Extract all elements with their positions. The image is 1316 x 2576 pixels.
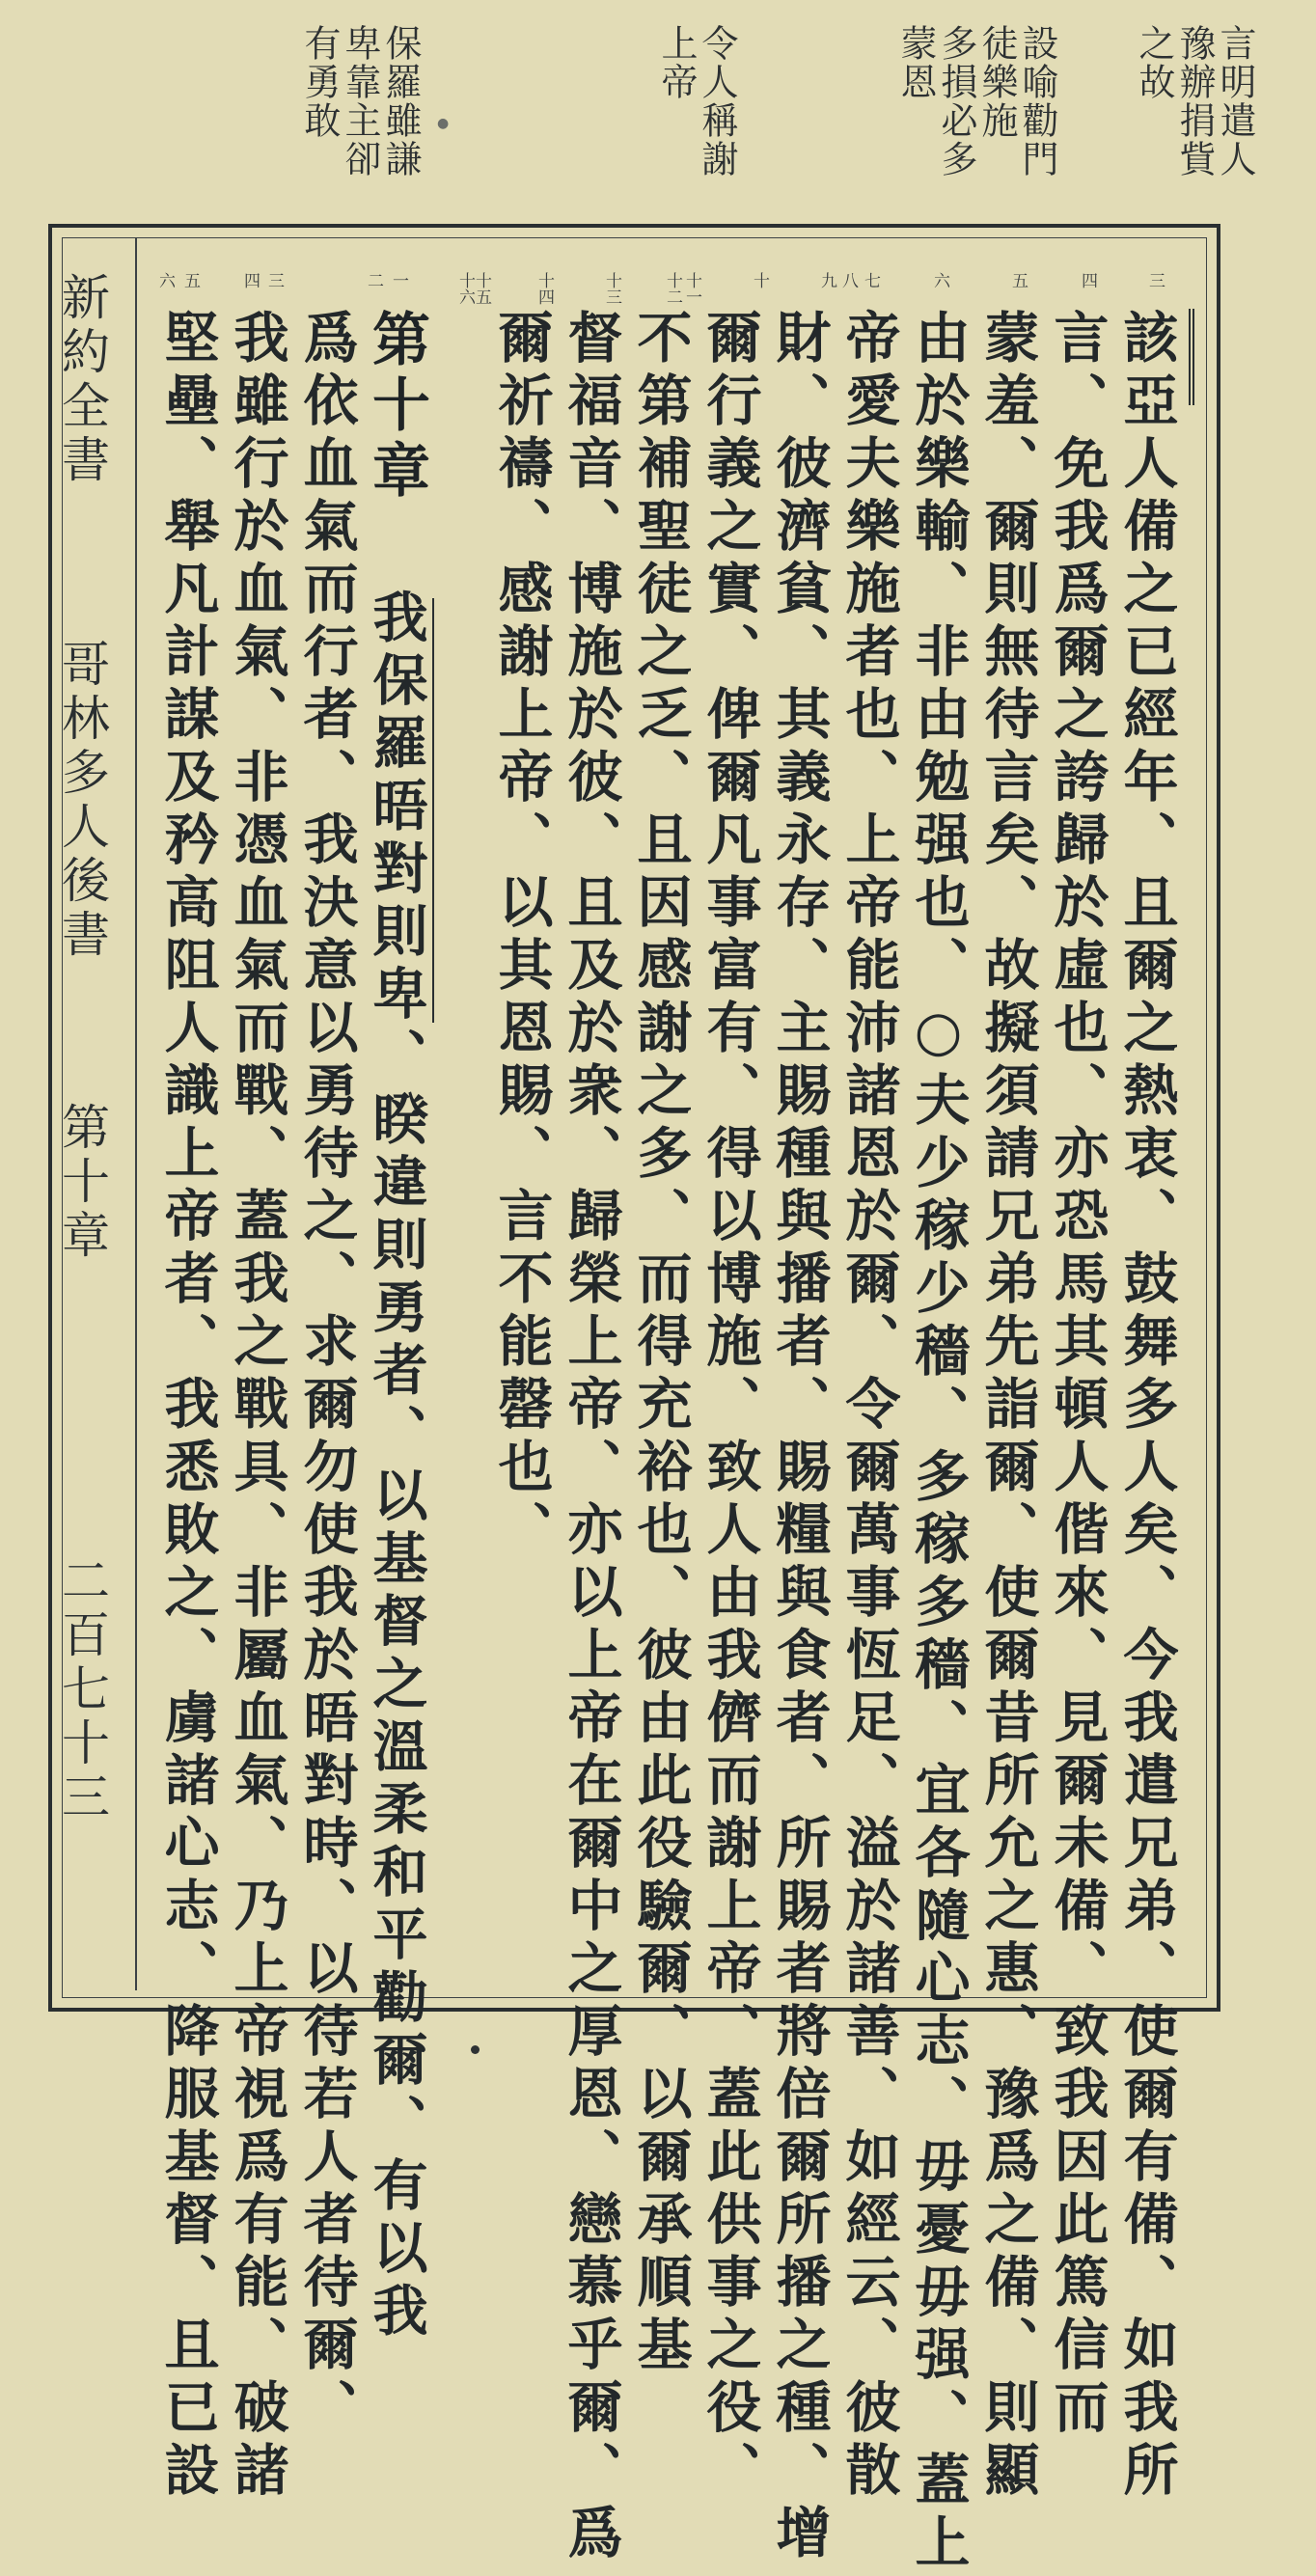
verse-number: 三 xyxy=(1145,272,1165,288)
verse-number: 八 xyxy=(838,272,858,288)
text-column: 該亞人備之已經年、且爾之熱衷、鼓舞多人矣、今我遣兄弟、使爾有備、如我所 xyxy=(1114,309,1179,2504)
verse-number: 一 xyxy=(389,272,408,288)
margin-note-2: 設喻勸門 徒樂施 多損必多 蒙恩 xyxy=(894,24,1058,178)
verse-number: 七 xyxy=(861,272,880,288)
print-speck xyxy=(471,2045,480,2054)
text-column: 爲依血氣而行者、我決意以勇待之、求爾勿使我於晤對時、以待若人者待爾、 xyxy=(294,309,359,2441)
running-header-rule xyxy=(135,237,137,1990)
text-column: 帝愛夫樂施者也、上帝能沛諸恩於爾、令爾萬事恆足、溢於諸善、如經云、彼散 xyxy=(836,309,901,2504)
running-chapter: 第十章 xyxy=(54,1102,110,1264)
paragraph-mark xyxy=(1189,309,1191,405)
paragraph-mark xyxy=(1193,309,1194,405)
text-column: 爾祈禱、感謝上帝、以其恩賜、言不能罄也、 xyxy=(489,309,554,1563)
verse-number: 六 xyxy=(155,272,175,288)
text-column: 蒙羞、爾則無待言矣、故擬須請兄弟先詣爾、使爾昔所允之惠、豫爲之備、則顯 xyxy=(975,309,1040,2504)
text-column: 言、免我爲爾之誇歸於虛也、亦恐馬其頓人偕來、見爾未備、致我因此篤信而 xyxy=(1045,309,1110,2441)
epistle-title: 哥林多人後書 xyxy=(54,639,110,963)
verse-number: 六 xyxy=(930,272,949,288)
chapter-heading: 第十章 xyxy=(363,309,430,506)
verse-number: 四 xyxy=(1078,272,1097,288)
text-column: 爾行義之實、俾爾凡事富有、得以博施、致人由我儕而謝上帝、蓋此供事之役、 xyxy=(698,309,762,2504)
verse-number: 九 xyxy=(817,272,836,288)
text-column: 堅壘、舉凡計謀及矜高阻人識上帝者、我悉敗之、虜諸心志、降服基督、且已設 xyxy=(155,309,220,2504)
verse-number: 十 xyxy=(750,272,769,288)
verse-number: 二 xyxy=(364,272,383,288)
verse-number: 十一 xyxy=(682,272,701,305)
paragraph-mark xyxy=(432,598,434,1023)
verse-number: 十五 xyxy=(472,272,491,305)
verse-number: 十六 xyxy=(455,272,475,305)
margin-note-3: 令人稱謝 上帝 xyxy=(655,24,738,178)
margin-note-1: 言明遣人 豫辦捐貲 之故 xyxy=(1133,24,1256,178)
margin-notes xyxy=(275,24,1256,232)
text-column: 我雖行於血氣、非憑血氣而戰、蓋我之戰具、非屬血氣、乃上帝視爲有能、破諸 xyxy=(225,309,289,2504)
text-column: 財、彼濟貧、其義永存、主賜種與播者、賜糧與食者、所賜者將倍爾所播之種、增 xyxy=(767,309,832,2566)
verse-number: 五 xyxy=(1008,272,1028,288)
margin-note-4: 保羅雖謙 卑靠主卻 有勇敢 xyxy=(298,24,422,178)
chapter-opening-text: 我保羅晤對則卑、睽違則勇者、以基督之溫柔和平勸爾、有以我 xyxy=(364,589,428,2344)
verse-number: 三 xyxy=(264,272,284,288)
book-title: 新約全書 xyxy=(54,272,110,488)
text-column: 不第補聖徒之乏、且因感謝之多、而得充裕也、彼由此役驗爾、以爾承順基 xyxy=(628,309,693,2378)
verse-number: 五 xyxy=(180,272,200,288)
verse-number: 十四 xyxy=(535,272,554,305)
verse-number: 十三 xyxy=(602,272,621,305)
text-column: 督福音、博施於彼、且及於衆、歸榮上帝、亦以上帝在爾中之厚恩、戀慕乎爾、爲 xyxy=(559,309,623,2566)
running-header xyxy=(54,272,112,1970)
verse-number: 十二 xyxy=(663,272,682,305)
note-bullet: ● xyxy=(437,116,450,131)
text-column: 由於樂輸、非由勉强也、○夫少稼少穡、多稼多穡、宜各隨心志、毋憂毋强、蓋上 xyxy=(906,309,971,2576)
verse-number: 四 xyxy=(240,272,260,288)
page-number: 二百七十三 xyxy=(54,1555,110,1825)
